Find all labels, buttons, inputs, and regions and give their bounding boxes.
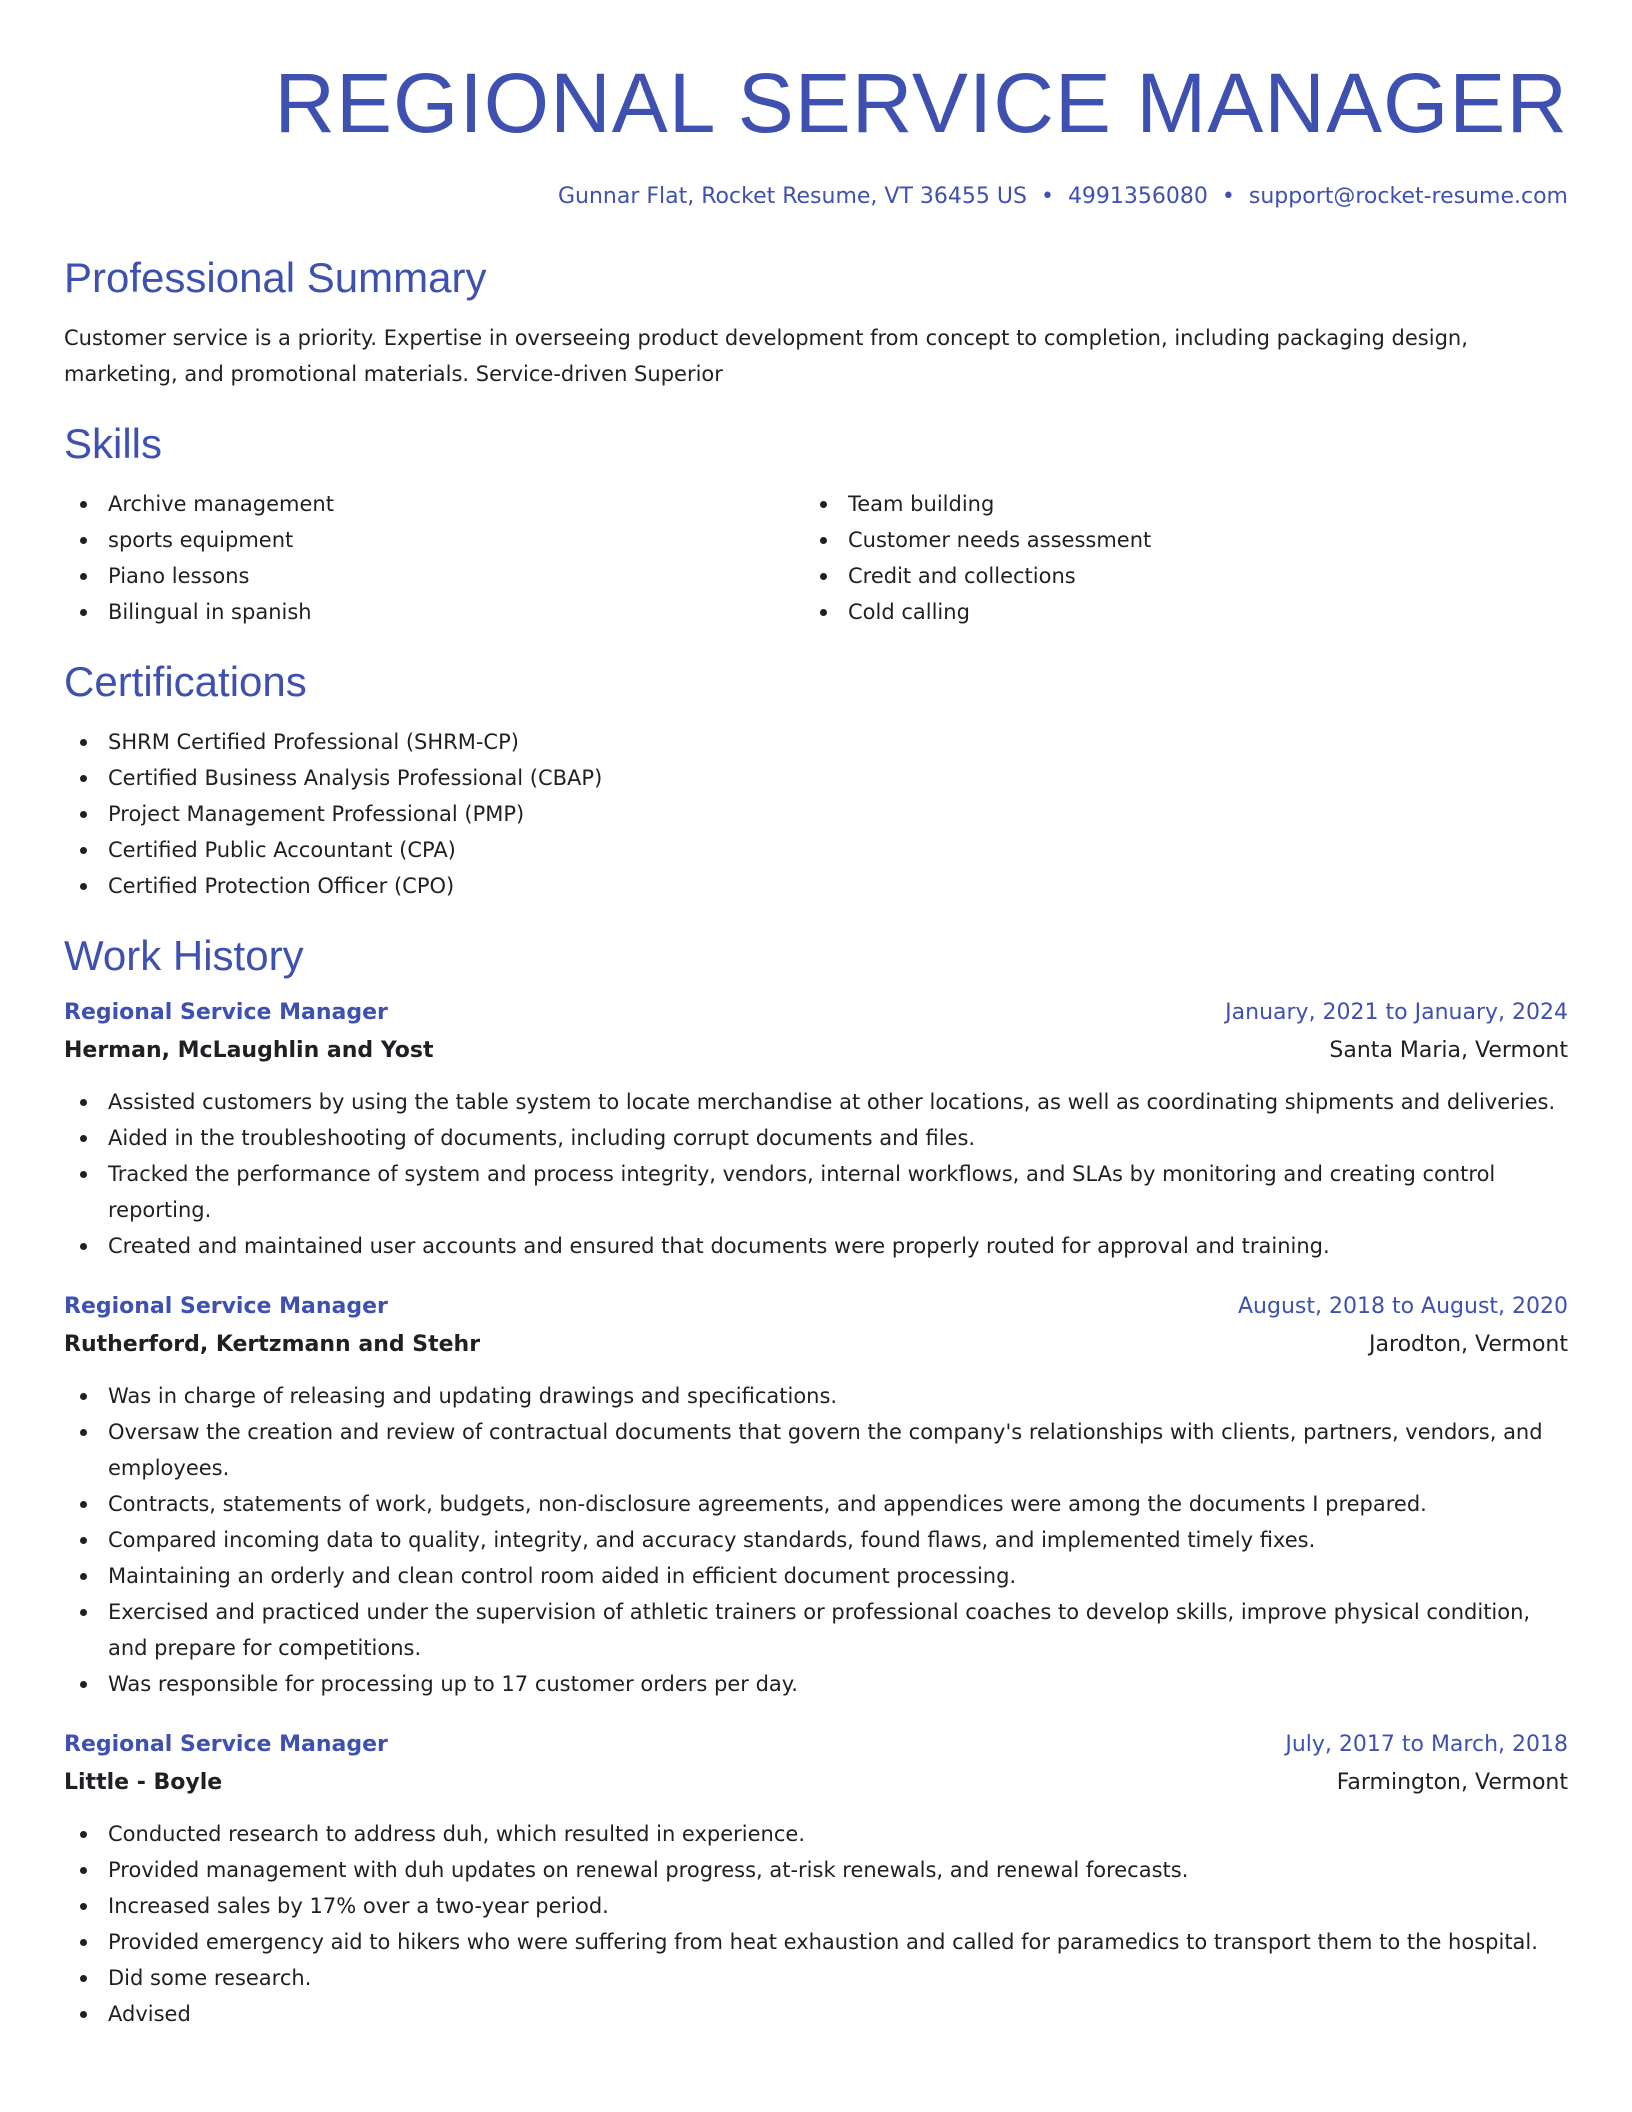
job-bullet: Tracked the performance of system and process integrity, vendors, internal workflows, and SLAs by monitoring and creating control reporting. — [64, 1156, 1568, 1228]
job-entry — [64, 1726, 1568, 2032]
section-title-skills: Skills — [64, 420, 163, 467]
certification-item: Certified Public Accountant (CPA) — [64, 832, 1568, 868]
separator-dot: • — [1221, 184, 1235, 209]
skill-item: Team building — [804, 486, 1544, 522]
skill-item: Customer needs assessment — [804, 522, 1544, 558]
certification-item: Certified Protection Officer (CPO) — [64, 868, 1568, 904]
job-bullet: Was in charge of releasing and updating drawings and specifications. — [64, 1378, 1568, 1414]
summary-text: Customer service is a priority. Expertise in overseeing product development from concept to completion, including packaging design, marketing, and promotional materials. Service-driven Superior — [64, 326, 1468, 386]
job-bullet: Advised — [64, 1996, 1568, 2032]
job-bullet: Did some research. — [64, 1960, 1568, 1996]
certifications-list — [64, 724, 1568, 904]
separator-dot: • — [1040, 184, 1054, 209]
job-bullet: Contracts, statements of work, budgets, non-disclosure agreements, and appendices were among the documents I prepared. — [64, 1486, 1568, 1522]
job-location: Santa Maria, Vermont — [1329, 1038, 1568, 1063]
skill-item: Credit and collections — [804, 558, 1544, 594]
skill-item: sports equipment — [64, 522, 804, 558]
contact-email: support@rocket-resume.com — [1248, 184, 1568, 209]
job-bullet: Maintaining an orderly and clean control room aided in efficient document processing. — [64, 1558, 1568, 1594]
skills-columns — [64, 486, 1568, 630]
job-bullet: Provided emergency aid to hikers who were suffering from heat exhaustion and called for paramedics to transport them to the hospital. — [64, 1924, 1568, 1960]
skill-item: Bilingual in spanish — [64, 594, 804, 630]
resume-name: REGIONAL SERVICE MANAGER — [274, 56, 1568, 150]
job-bullet: Compared incoming data to quality, integrity, and accuracy standards, found flaws, and implemented timely fixes. — [64, 1522, 1568, 1558]
skills-section — [64, 418, 1568, 630]
job-bullets — [64, 1084, 1568, 1264]
job-header — [64, 1726, 1568, 1764]
job-dates: August, 2018 to August, 2020 — [1238, 1294, 1568, 1319]
job-bullet: Created and maintained user accounts and ensured that documents were properly routed for approval and training. — [64, 1228, 1568, 1264]
job-location: Jarodton, Vermont — [1369, 1332, 1568, 1357]
job-bullet: Conducted research to address duh, which resulted in experience. — [64, 1816, 1568, 1852]
skill-item: Archive management — [64, 486, 804, 522]
section-title-work-history: Work History — [64, 932, 304, 979]
job-dates: July, 2017 to March, 2018 — [1285, 1732, 1568, 1757]
job-bullet: Aided in the troubleshooting of documents, including corrupt documents and files. — [64, 1120, 1568, 1156]
job-company: Little - Boyle — [64, 1770, 223, 1795]
skill-item: Cold calling — [804, 594, 1544, 630]
job-entry — [64, 994, 1568, 1264]
job-subheader — [64, 1032, 1568, 1070]
job-location: Farmington, Vermont — [1336, 1770, 1568, 1795]
contact-line — [64, 182, 1568, 212]
job-subheader — [64, 1764, 1568, 1802]
certification-item: Certified Business Analysis Professional (CBAP) — [64, 760, 1568, 796]
section-title-summary: Professional Summary — [64, 254, 487, 301]
work-history-section — [64, 930, 1568, 2032]
contact-address: Gunnar Flat, Rocket Resume, VT 36455 US — [558, 184, 1027, 209]
job-header — [64, 1288, 1568, 1326]
job-title: Regional Service Manager — [64, 1294, 388, 1319]
job-title: Regional Service Manager — [64, 1732, 388, 1757]
job-bullet: Provided management with duh updates on renewal progress, at-risk renewals, and renewal forecasts. — [64, 1852, 1568, 1888]
job-bullet: Exercised and practiced under the supervision of athletic trainers or professional coaches to develop skills, improve physical condition, and prepare for competitions. — [64, 1594, 1568, 1666]
job-company: Rutherford, Kertzmann and Stehr — [64, 1332, 481, 1357]
summary-section — [64, 252, 1568, 392]
job-subheader — [64, 1326, 1568, 1364]
certifications-section — [64, 656, 1568, 904]
job-bullet: Was responsible for processing up to 17 customer orders per day. — [64, 1666, 1568, 1702]
job-entry — [64, 1288, 1568, 1702]
certification-item: Project Management Professional (PMP) — [64, 796, 1568, 832]
job-bullets — [64, 1816, 1568, 2032]
certification-item: SHRM Certified Professional (SHRM-CP) — [64, 724, 1568, 760]
skills-list-right — [804, 486, 1544, 630]
skills-list-left — [64, 486, 804, 630]
job-dates: January, 2021 to January, 2024 — [1225, 1000, 1568, 1025]
skill-item: Piano lessons — [64, 558, 804, 594]
job-bullet: Assisted customers by using the table system to locate merchandise at other locations, as well as coordinating shipments and deliveries. — [64, 1084, 1568, 1120]
job-bullet: Oversaw the creation and review of contractual documents that govern the company's relationships with clients, partners, vendors, and employees. — [64, 1414, 1568, 1486]
job-header — [64, 994, 1568, 1032]
job-company: Herman, McLaughlin and Yost — [64, 1038, 434, 1063]
job-title: Regional Service Manager — [64, 1000, 388, 1025]
job-bullet: Increased sales by 17% over a two-year period. — [64, 1888, 1568, 1924]
section-title-certifications: Certifications — [64, 658, 307, 705]
contact-phone: 4991356080 — [1067, 184, 1208, 209]
job-bullets — [64, 1378, 1568, 1702]
